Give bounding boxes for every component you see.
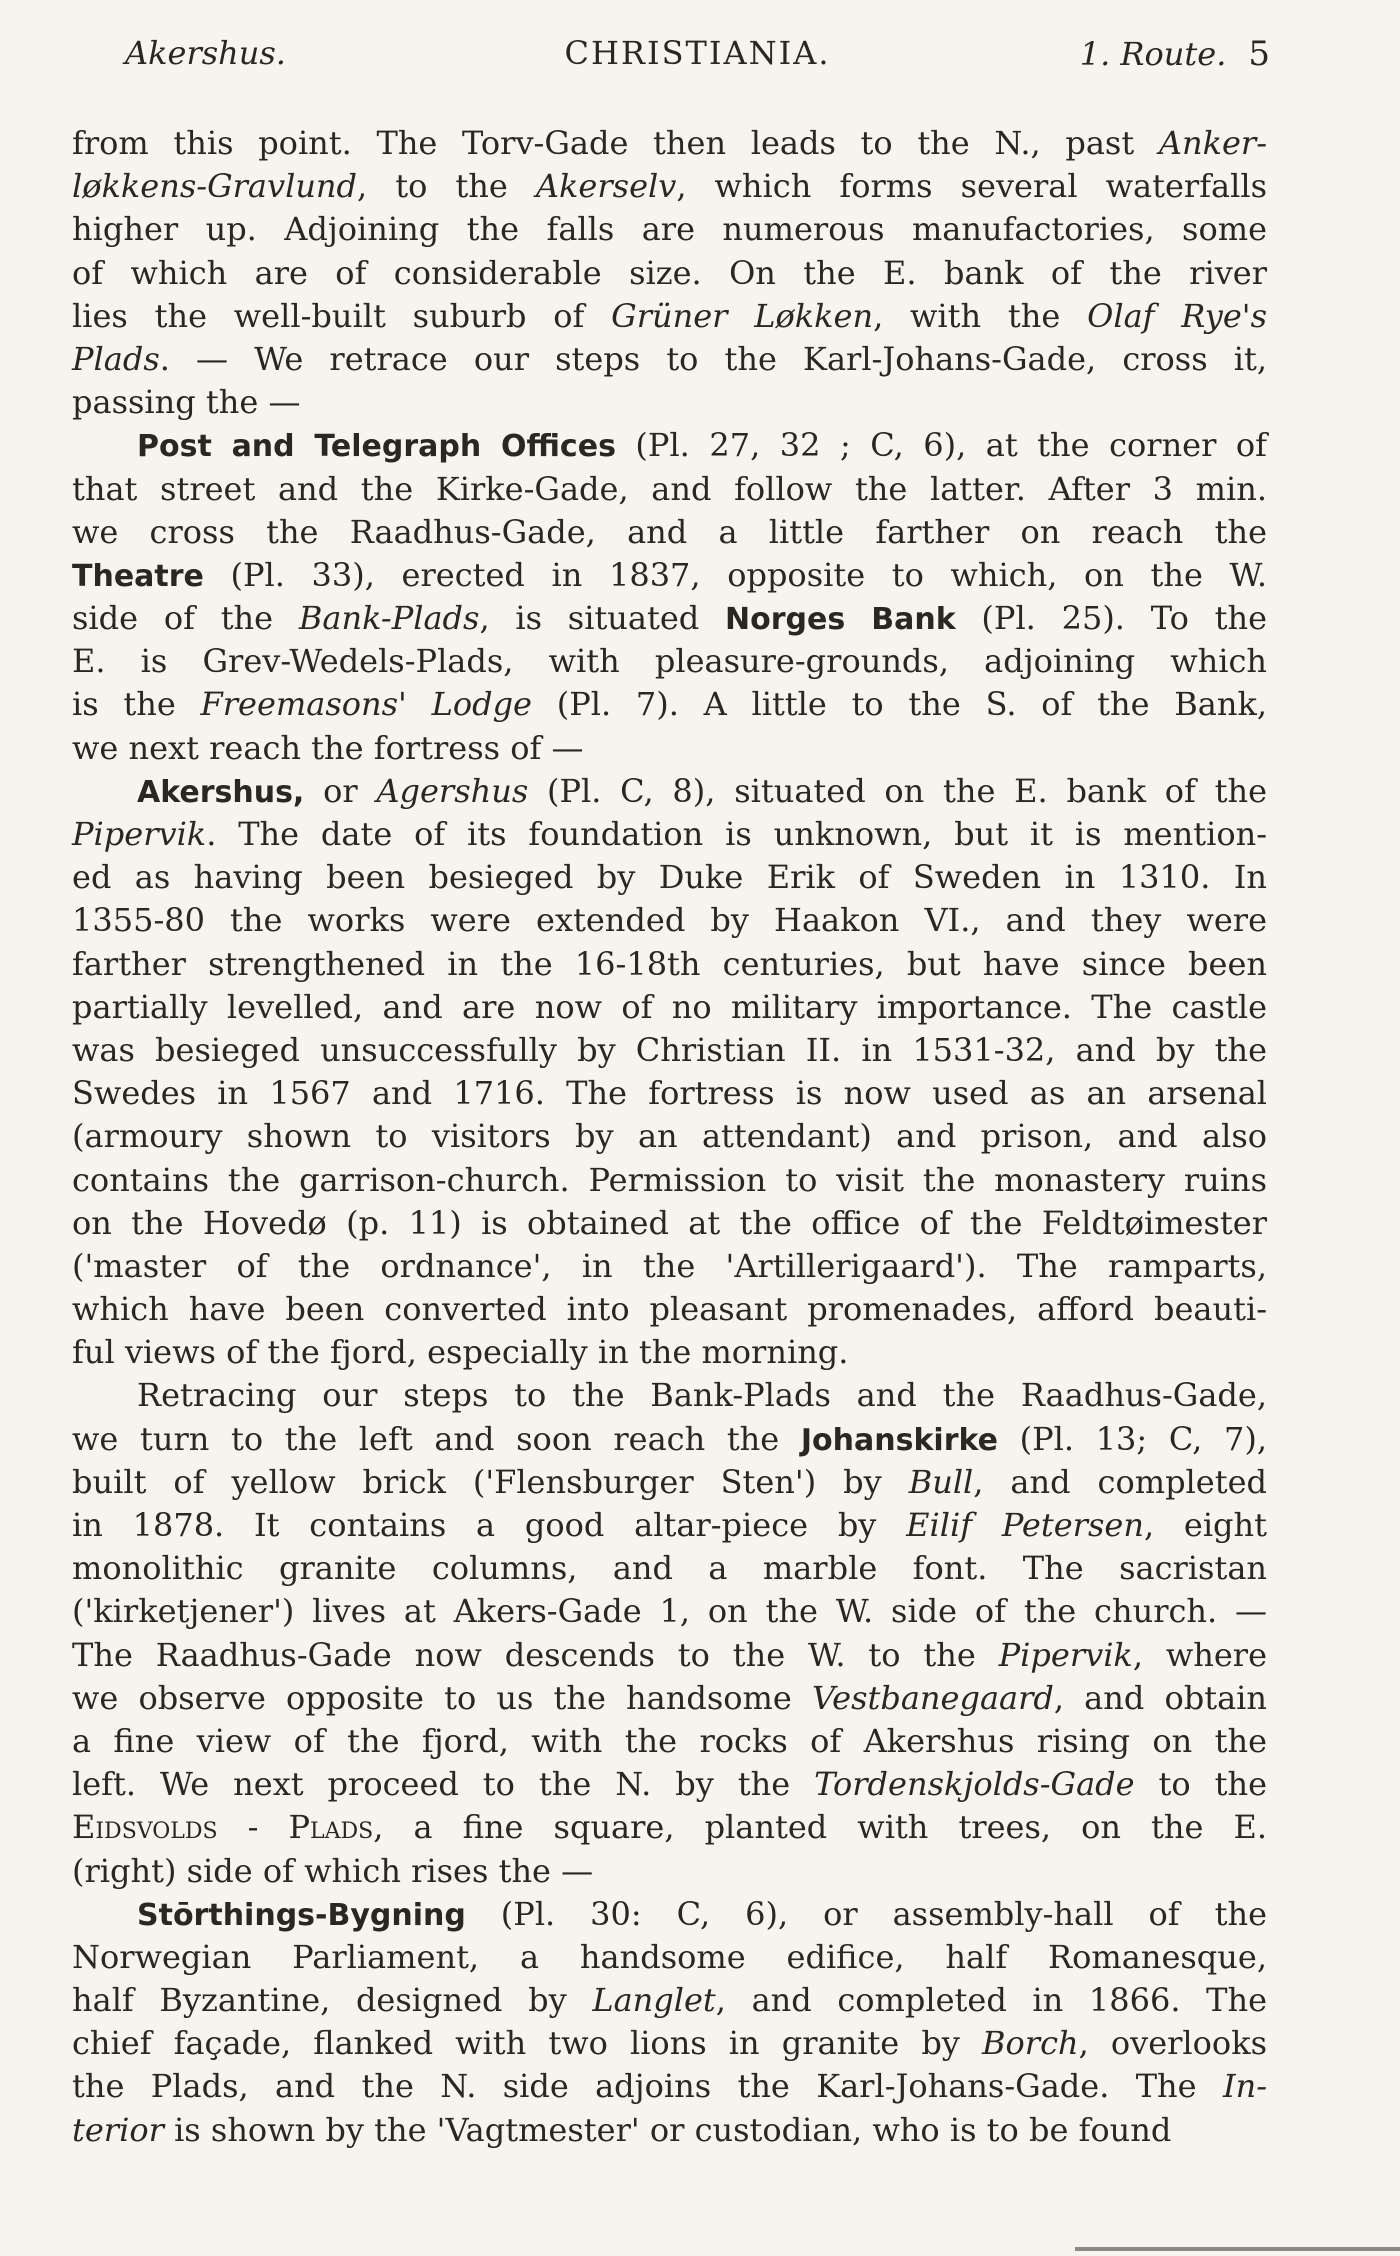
text-line (72, 683, 1267, 726)
text-line (72, 1893, 1267, 1936)
text-run: In- (1222, 2067, 1267, 2106)
text-line (72, 597, 1267, 640)
text-run: chief façade, flanked with two lions in granite by (72, 2024, 982, 2063)
text-line (72, 856, 1267, 899)
text-run: higher up. Adjoining the falls are numerous manufactories, some (72, 210, 1267, 249)
text-run: , overlooks (1078, 2024, 1268, 2063)
text-run: E. is Grev-Wedels-Plads, with pleasure-grounds, adjoining which (72, 642, 1267, 681)
text-run: passing the — (72, 383, 301, 422)
text-line (72, 640, 1267, 683)
text-line (72, 338, 1267, 381)
text-line (72, 381, 1267, 424)
text-run: partially levelled, and are now of no military importance. The castle (72, 987, 1267, 1026)
text-run: Swedes in 1567 and 1716. The fortress is now used as an arsenal (72, 1074, 1267, 1113)
text-run: Retracing our steps to the Bank-Plads and the Raadhus-Gade, (137, 1376, 1267, 1415)
text-line (72, 1374, 1267, 1417)
text-run: , and obtain (1053, 1678, 1268, 1717)
running-head-right (1080, 34, 1270, 74)
text-run: ('kirketjener') lives at Akers-Gade 1, on the W. side of the church. — (72, 1592, 1267, 1631)
text-run: of which are of considerable size. On the E. bank of the river (72, 253, 1267, 292)
text-line (72, 2065, 1267, 2108)
text-run: Bull (908, 1462, 974, 1501)
text-run: is shown by the 'Vagtmester' or custodian, who is to be found (163, 2110, 1172, 2149)
text-line (72, 252, 1267, 295)
text-run: Vestbanegaard (811, 1678, 1054, 1717)
text-run: Anker- (1158, 124, 1267, 162)
text-run: left. We next proceed to the N. by the (72, 1765, 815, 1804)
text-run: we next reach the fortress of — (72, 728, 584, 767)
text-run: Grüner Løkken (611, 296, 874, 335)
text-run: Freemasons' Lodge (200, 685, 532, 724)
page-header (125, 30, 1270, 80)
text-run: lies the well-built suburb of (72, 296, 612, 335)
text-line (72, 1850, 1267, 1893)
text-line (72, 554, 1267, 597)
text-run: , and completed (973, 1462, 1268, 1501)
text-line (72, 1504, 1267, 1547)
text-line (72, 1590, 1267, 1633)
text-run: ful views of the fjord, especially in the morning. (72, 1333, 849, 1372)
text-run: we cross the Raadhus-Gade, and a little farther on reach the (72, 512, 1267, 551)
text-run: løkkens-Gravlund (72, 167, 358, 206)
text-run: , which forms several waterfalls (676, 167, 1268, 206)
text-run: Johanskirke (800, 1422, 998, 1458)
text-run: monolithic granite columns, and a marble font. The sacristan (72, 1549, 1267, 1588)
text-run: (Pl. 25). To the (955, 599, 1268, 638)
text-line (72, 1288, 1267, 1331)
text-line (72, 511, 1267, 554)
text-run: Tordenskjolds-Gade (814, 1765, 1135, 1804)
text-run: Eidsvolds - Plads (72, 1808, 374, 1847)
text-line (72, 1245, 1267, 1288)
text-line (72, 208, 1267, 251)
text-run: which have been converted into pleasant promenades, afford beauti- (72, 1290, 1267, 1329)
text-run: Olaf Rye's (1087, 296, 1268, 335)
page-number: 5 (1248, 34, 1270, 74)
text-run: Stōrthings-Bygning (137, 1897, 466, 1933)
text-run: Norges Bank (725, 602, 956, 638)
text-run: terior (72, 2110, 164, 2149)
text-line (72, 899, 1267, 942)
text-line (72, 986, 1267, 1029)
text-run: , eight (1143, 1506, 1268, 1544)
text-run: Pipervik (72, 815, 207, 853)
text-run: a fine view of the fjord, with the rocks of Akershus rising on the (72, 1721, 1267, 1760)
text-run: contains the garrison-church. Permission to visit the monastery ruins (72, 1160, 1267, 1199)
text-run: , with the (873, 296, 1088, 335)
text-run: (right) side of which rises the — (72, 1851, 594, 1890)
text-run: was besieged unsuccessfully by Christian II. in 1531-32, and by the (72, 1030, 1267, 1069)
text-run: ('master of the ordnance', in the 'Artillerigaard'). The ramparts, (72, 1246, 1267, 1285)
running-head-title: CHRISTIANIA. (564, 34, 831, 72)
text-run: in 1878. It contains a good altar-piece by (72, 1506, 907, 1544)
text-line (72, 1331, 1267, 1374)
text-line (72, 2022, 1267, 2065)
text-line (72, 813, 1267, 856)
text-run: we turn to the left and soon reach the (72, 1419, 801, 1458)
text-run: . The date of its foundation is unknown, but it is mention- (206, 815, 1267, 853)
text-run: . — We retrace our steps to the Karl-Johans-Gade, cross it, (159, 339, 1267, 378)
text-run: Plads (72, 339, 160, 378)
text-run: half Byzantine, designed by (72, 1981, 593, 2020)
text-line (72, 295, 1267, 338)
text-line (72, 727, 1267, 770)
text-run: Langlet (592, 1981, 716, 2020)
text-run: built of yellow brick ('Flensburger Sten') by (72, 1462, 909, 1501)
text-run: Bank-Plads (298, 599, 480, 638)
text-run: Theatre (72, 558, 204, 594)
text-line (72, 1634, 1267, 1677)
text-run: The Raadhus-Gade now descends to the W. to the (72, 1635, 999, 1674)
text-run: is the (72, 685, 201, 724)
text-run: (Pl. 13; C, 7), (997, 1419, 1268, 1458)
text-run: , to the (357, 167, 536, 206)
text-run: we observe opposite to us the handsome (72, 1678, 812, 1717)
text-line (72, 1072, 1267, 1115)
text-run: (Pl. 7). A little to the S. of the Bank, (532, 685, 1268, 724)
text-run: , is situated (479, 599, 726, 638)
text-line (72, 1159, 1267, 1202)
text-run: from this point. The Torv-Gade then leads to the N., past (72, 124, 1159, 162)
text-run: that street and the Kirke-Gade, and follow the latter. After 3 min. (72, 469, 1267, 508)
text-run: , and completed in 1866. The (715, 1981, 1268, 2020)
text-run: to the (1134, 1765, 1268, 1804)
text-run: or (304, 771, 377, 810)
text-run: Eilif Petersen (906, 1506, 1144, 1544)
text-run: side of the (72, 599, 299, 638)
running-head-left: Akershus. (125, 34, 286, 72)
text-line (72, 1979, 1267, 2022)
text-line (72, 1418, 1267, 1461)
text-run: Agershus (376, 771, 529, 810)
text-run: ed as having been besieged by Duke Erik of Sweden in 1310. In (72, 858, 1267, 897)
text-run: the Plads, and the N. side adjoins the Karl-Johans-Gade. The (72, 2067, 1223, 2106)
text-run: (Pl. 27, 32 ; C, 6), at the corner of (615, 426, 1268, 465)
text-run: Akerselv (535, 167, 677, 206)
text-line (72, 1763, 1267, 1806)
text-line (72, 1029, 1267, 1072)
text-line (72, 943, 1267, 986)
text-run: farther strengthened in the 16-18th centuries, but have since been (72, 944, 1267, 983)
text-run: Post and Telegraph Offices (137, 429, 616, 465)
text-line (72, 1547, 1267, 1590)
text-run: Akershus, (137, 774, 305, 810)
text-run: , where (1132, 1635, 1268, 1674)
text-line (72, 165, 1267, 208)
text-line (72, 1461, 1267, 1504)
text-run: (Pl. C, 8), situated on the E. bank of the (528, 771, 1268, 810)
text-line (72, 2109, 1267, 2152)
text-run: (Pl. 30: C, 6), or assembly-hall of the (465, 1894, 1267, 1933)
text-line (72, 122, 1267, 165)
text-run: (Pl. 33), erected in 1837, opposite to which, on the W. (203, 555, 1267, 594)
text-line (72, 424, 1267, 467)
text-run: (armoury shown to visitors by an attendant) and prison, and also (72, 1117, 1267, 1156)
text-run: Norwegian Parliament, a handsome edifice, half Romanesque, (72, 1937, 1267, 1976)
footer-rule (1075, 2247, 1400, 2251)
text-line (72, 1806, 1267, 1849)
text-line (72, 1115, 1267, 1158)
text-line (72, 468, 1267, 511)
text-line (72, 1936, 1267, 1979)
text-line (72, 1720, 1267, 1763)
text-run: , a fine square, planted with trees, on the E. (373, 1808, 1268, 1847)
text-run: Borch (981, 2024, 1079, 2063)
text-run: 1355-80 the works were extended by Haakon VI., and they were (72, 901, 1267, 940)
text-run: on the Hovedø (p. 11) is obtained at the office of the Feldtøimester (72, 1203, 1267, 1242)
text-line (72, 1677, 1267, 1720)
text-line (72, 770, 1267, 813)
route-label: 1. Route. (1079, 35, 1227, 73)
body-text (72, 122, 1267, 2152)
text-line (72, 1202, 1267, 1245)
text-run: Pipervik (998, 1635, 1133, 1674)
